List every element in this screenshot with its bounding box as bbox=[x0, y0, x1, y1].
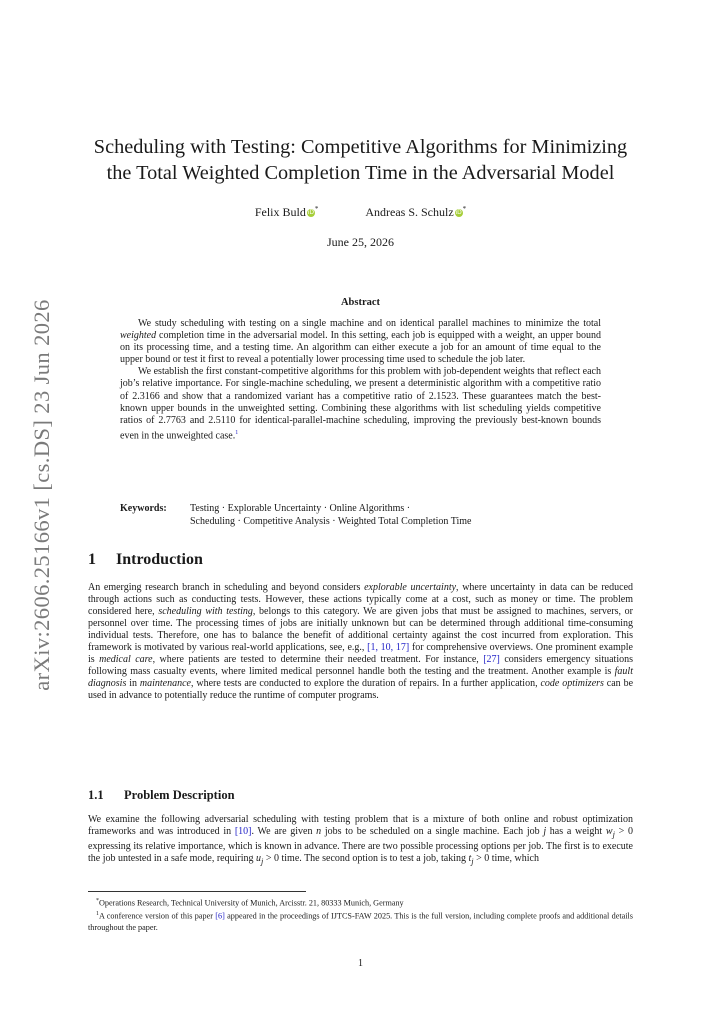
abstract-body bbox=[120, 318, 601, 442]
title-line-1: Scheduling with Testing: Competitive Algorithms for Minimizing bbox=[93, 136, 628, 158]
paper-date: June 25, 2026 bbox=[327, 235, 394, 249]
title-line-2: the Total Weighted Completion Time in the Adversarial Model bbox=[106, 162, 615, 184]
affiliation-mark: * bbox=[314, 205, 319, 213]
abstract-heading: Abstract bbox=[340, 297, 381, 308]
keywords-label: Keywords: bbox=[120, 503, 167, 514]
citation-link[interactable]: [1, 10, 17] bbox=[367, 642, 410, 654]
abstract-paragraph-2: We establish the first constant-competitive algorithms for this problem with job-dependent weights that reflect each job’s relative importance. For single-machine scheduling, we present a deterministic algorithm with a competitive ratio of 2.3166 and show that a randomized variant has a competitive ratio of 2.1523. These guarantees match the best-known upper bounds in the unweighted setting. Combining these algorithms with list scheduling yields competitive ratios of 2.7763 and 2.5110 for identical-parallel-machine scheduling, improving the previously best-known bounds even in the unweighted case.$^1$ bbox=[120, 366, 601, 442]
arxiv-identifier: arXiv:2606.25166v1 [cs.DS] 23 Jun 2026 bbox=[29, 299, 54, 691]
problem-description-text bbox=[88, 814, 633, 868]
author-2 bbox=[365, 205, 466, 220]
section-heading-introduction: 1 Introduction bbox=[88, 551, 203, 568]
affiliation-mark: * bbox=[462, 205, 467, 213]
citation-link[interactable]: [6] bbox=[215, 912, 225, 922]
footnote-link[interactable]: 1 bbox=[235, 429, 239, 436]
footnotes bbox=[88, 896, 633, 933]
author-list bbox=[0, 205, 721, 220]
paper-title bbox=[60, 134, 661, 186]
introduction-paragraph: An emerging research branch in scheduling and beyond considers explorable uncertainty, where uncertainty in data can be reduced through actions such as conducting tests. However, these actions typically come at a cost, such as money or time. The problem considered here, scheduling with testing, belongs to this category. We are given jobs that must be assigned to machines, servers, or personnel over time. The processing times of jobs are initially unknown but can be determined through additional time-consuming individual tests. Therefore, one has to balance the benefit of additional certainty against the cost incurred from exploration. This framework is motivated by various real-world applications, see, e.g., [1, 10, 17] for comprehensive overviews. One prominent example is medical care, where patients are tested to determine their needed treatment. For instance, [27] considers emergency situations following mass casualty events, where limited medical personnel handle both the testing and the treatment. Another example is fault diagnosis in maintenance, where tests are conducted to explore the duration of repairs. In a further application, code optimizers can be used in advance to potentially reduce the runtime of computer programs. bbox=[88, 582, 634, 702]
abstract-paragraph-1: We study scheduling with testing on a single machine and on identical parallel machines to minimize the total weighted completion time in the adversarial model. In this setting, each job is equipped with a weight, an upper bound on its processing time, and a testing time. An algorithm can either execute a job for an amount of time equal to the upper bound or test it first to reveal a potentially lower processing time used to schedule the job later. bbox=[120, 318, 601, 366]
author-name: Andreas S. Schulz bbox=[365, 205, 454, 219]
keywords bbox=[120, 502, 471, 528]
orcid-icon[interactable]: iD bbox=[307, 209, 314, 216]
citation-link[interactable]: [27] bbox=[483, 654, 500, 666]
citation-link[interactable]: [10] bbox=[234, 826, 252, 838]
introduction-text bbox=[88, 582, 633, 702]
author-1 bbox=[255, 205, 319, 220]
keywords-line-2: Scheduling · Competitive Analysis · Weighted Total Completion Time bbox=[190, 516, 472, 527]
author-name: Felix Buld bbox=[254, 205, 306, 219]
footnote-divider bbox=[88, 891, 306, 892]
orcid-icon[interactable]: iD bbox=[455, 209, 462, 216]
keywords-line-1: Testing · Explorable Uncertainty · Online Algorithms · bbox=[190, 503, 411, 514]
footnote-conference-version: $^1$A conference version of this paper [6] appeared in the proceedings of IJTCS-FAW 2025. This is the full version, including complete proofs and additional details throughout the paper. bbox=[88, 911, 633, 932]
problem-description-paragraph: We examine the following adversarial scheduling with testing problem that is a mixture of both online and robust optimization frameworks and was introduced in [10]. We are given n jobs to be scheduled on a single machine. Each job j has a weight $w_j > 0$ expressing its relative importance, which is known in advance. There are two possible processing options per job. The first is to execute the job untested in a safe mode, requiring $u_j > 0$ time. The second option is to test a job, taking $t_j > 0$ time, which bbox=[88, 814, 633, 867]
footnote-affiliation: *Operations Research, Technical University of Munich, Arcisstr. 21, 80333 Munich, Germany bbox=[96, 898, 404, 908]
subsection-heading-problem-description: 1.1 Problem Description bbox=[88, 788, 235, 802]
page-number: 1 bbox=[358, 958, 363, 969]
